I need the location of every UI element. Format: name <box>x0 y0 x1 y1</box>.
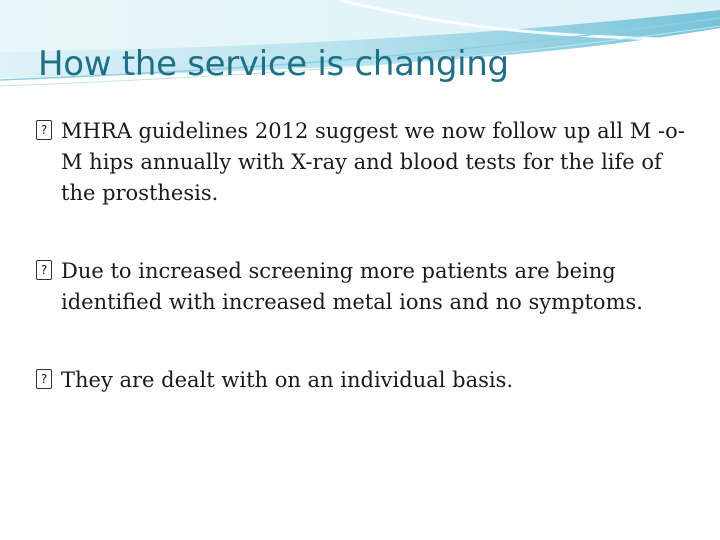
bullet-item <box>36 256 696 318</box>
bullet-list <box>36 116 696 443</box>
bullet-text: They are dealt with on an individual basis. <box>61 368 514 392</box>
bullet-item <box>36 365 696 396</box>
bullet-text: Due to increased screening more patients are being identified with increased metal ions and no symptoms. <box>61 259 643 314</box>
bullet-marker-icon: ? <box>36 369 52 389</box>
bullet-text: MHRA guidelines 2012 suggest we now follow up all M -o-M hips annually with X-ray and blood tests for the life of the prosthesis. <box>61 119 685 205</box>
slide-title: How the service is changing <box>38 44 509 84</box>
bullet-marker-icon: ? <box>36 260 52 280</box>
bullet-marker-icon: ? <box>36 120 52 140</box>
bullet-item <box>36 116 696 209</box>
